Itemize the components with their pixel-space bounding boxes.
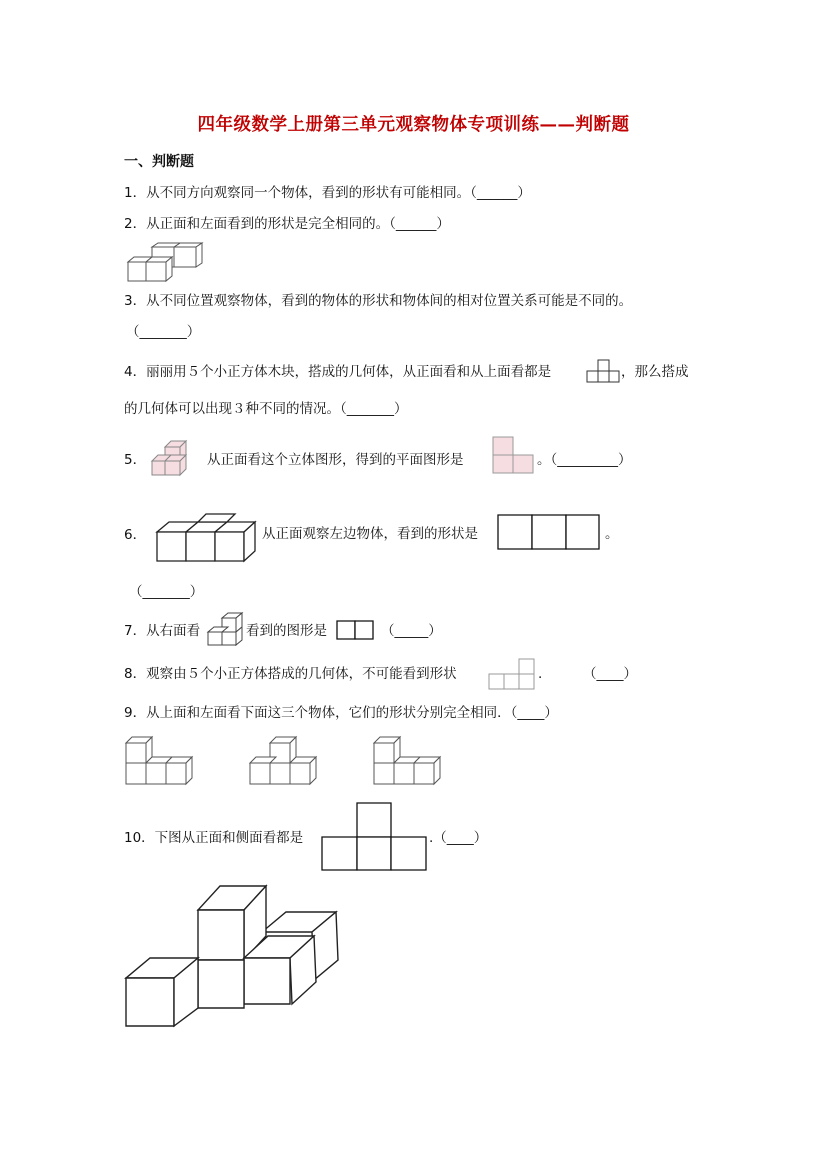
q9-object-3 [372, 735, 442, 787]
question-2: 2．从正面和左面看到的形状是完全相同的。（______） [124, 216, 450, 232]
question-4-line-1b: ，那么搭成 [621, 364, 689, 380]
question-6-period: 。 [605, 526, 619, 542]
question-5-number: 5． [124, 452, 147, 468]
question-8-period: . [538, 666, 543, 682]
q10-solid-figure [124, 880, 344, 1030]
question-5-text: 从正面看这个立体图形，得到的平面图形是 [207, 452, 464, 468]
question-10-text: 10．下图从正面和侧面看都是 [124, 830, 304, 846]
question-6-text: 从正面观察左边物体，看到的形状是 [262, 526, 478, 542]
q6-flat-shape [497, 514, 601, 551]
question-8-text: 8．观察由５个小正方体搭成的几何体，不可能看到形状 [124, 666, 457, 682]
question-5-answer: 。（_________） [537, 452, 632, 468]
q5-solid-figure [151, 440, 197, 476]
q7-flat-shape [336, 620, 375, 641]
question-8-answer: （____） [583, 666, 637, 682]
question-7-answer: （_____） [381, 623, 442, 639]
q9-object-1 [124, 735, 194, 787]
question-4-line-2: 的几何体可以出现３种不同的情况。（_______） [124, 401, 408, 417]
q2-cube-figure [126, 243, 202, 283]
question-3-line-1: 3．从不同位置观察物体，看到的物体的形状和物体间的相对位置关系可能是不同的。 [124, 293, 633, 309]
question-10-answer: .（____） [429, 830, 488, 846]
question-4-line-1a: 4．丽丽用５个小正方体木块，搭成的几何体，从正面看和从上面看都是 [124, 364, 552, 380]
question-7-text-a: 7．从右面看 [124, 623, 201, 639]
q5-flat-shape [492, 436, 534, 474]
q10-flat-shape [321, 802, 428, 872]
q7-solid-figure [206, 611, 244, 647]
question-9-text: 9．从上面和左面看下面这三个物体，它们的形状分别完全相同．（____） [124, 705, 558, 721]
question-1: 1．从不同方向观察同一个物体，看到的形状有可能相同。（______） [124, 185, 531, 201]
question-3-answer: （_______） [126, 324, 201, 340]
q9-object-2 [248, 735, 318, 787]
q6-solid-figure [155, 512, 257, 563]
q4-view-shape [586, 359, 620, 384]
section-heading: 一、判断题 [124, 154, 194, 170]
question-6-answer: （_______） [129, 584, 204, 600]
question-6-number: 6． [124, 527, 147, 543]
question-7-text-b: 看到的图形是 [246, 623, 327, 639]
q8-flat-shape [488, 657, 536, 691]
page-title: 四年级数学上册第三单元观察物体专项训练——判断题 [197, 115, 630, 135]
